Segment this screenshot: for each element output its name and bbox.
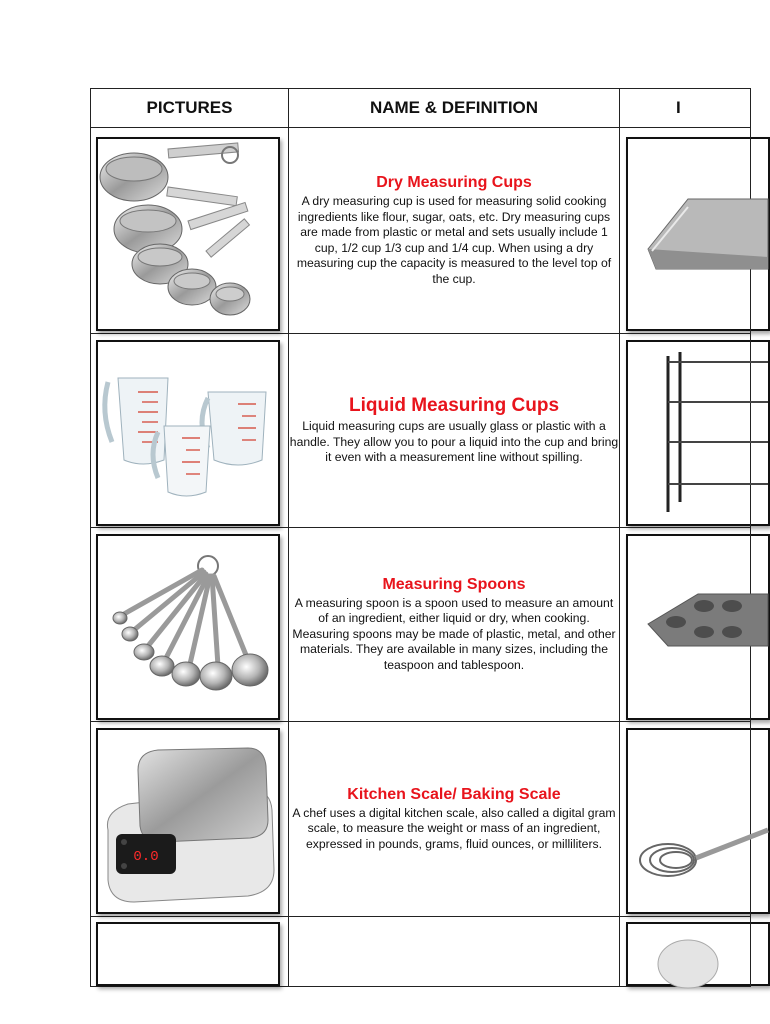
third-column-cell	[620, 528, 751, 722]
third-column-cell	[620, 128, 751, 334]
tool-definition: A measuring spoon is a spoon used to measure an amount of an ingredient, either liquid or dry, when cooking. Measuring spoons may be made of plastic, metal, and other materials. They are available in many sizes, including the teaspoon and tablespoon.	[292, 595, 616, 672]
picture-cell	[91, 917, 289, 987]
tool-definition: A dry measuring cup is used for measuring solid cooking ingredients like flour, sugar, oats, etc. Dry measuring cups are made from plastic or metal and sets usually include 1 cup, 1/2 cup 1/3 cup and 1/4 cup. When using a dry measuring cup the capacity is measured to the level top of the cup.	[296, 194, 612, 286]
document-sheet	[90, 88, 680, 954]
scale-display: 0.0	[133, 849, 159, 865]
definition-cell	[289, 334, 620, 528]
tool-title: Kitchen Scale/ Baking Scale	[347, 785, 561, 803]
dry-measuring-cups-image	[96, 137, 280, 331]
table-row	[91, 334, 751, 528]
tool-definition: Liquid measuring cups are usually glass or plastic with a handle. They allow you to pour a liquid into the cup and bring it even with a measurement line without spilling.	[289, 419, 619, 465]
table-row	[91, 528, 751, 722]
picture-cell	[91, 128, 289, 334]
third-column-cell	[620, 722, 751, 917]
table-row	[91, 722, 751, 917]
baking-pan-image	[626, 137, 770, 331]
picture-cell	[91, 528, 289, 722]
third-column-cell	[620, 334, 751, 528]
third-column-cell	[620, 917, 751, 987]
header-name-definition: NAME & DEFINITION	[289, 89, 620, 128]
kitchen-scale-image	[96, 728, 280, 914]
header-pictures: PICTURES	[91, 89, 289, 128]
whisk-image	[626, 728, 770, 914]
tool-title: Dry Measuring Cups	[376, 174, 532, 191]
measuring-spoons-image	[96, 534, 280, 720]
definition-cell	[289, 528, 620, 722]
muffin-pan-image	[626, 534, 770, 720]
picture-cell	[91, 722, 289, 917]
definition-cell	[289, 128, 620, 334]
wire-rack-image	[626, 340, 770, 526]
header-third-column: I	[620, 89, 751, 128]
partial-image	[626, 922, 770, 986]
definition-cell	[289, 722, 620, 917]
definition-cell	[289, 917, 620, 987]
table-row	[91, 917, 751, 987]
partial-image	[96, 922, 280, 986]
tool-title: Liquid Measuring Cups	[348, 395, 560, 417]
tool-title: Measuring Spoons	[382, 575, 526, 593]
tools-table	[90, 88, 751, 987]
liquid-measuring-cups-image	[96, 340, 280, 526]
picture-cell	[91, 334, 289, 528]
table-header-row	[91, 89, 751, 128]
table-row	[91, 128, 751, 334]
tool-definition: A chef uses a digital kitchen scale, also called a digital gram scale, to measure the weight or mass of an ingredient, expressed in pounds, grams, fluid ounces, or milliliters.	[292, 805, 616, 851]
